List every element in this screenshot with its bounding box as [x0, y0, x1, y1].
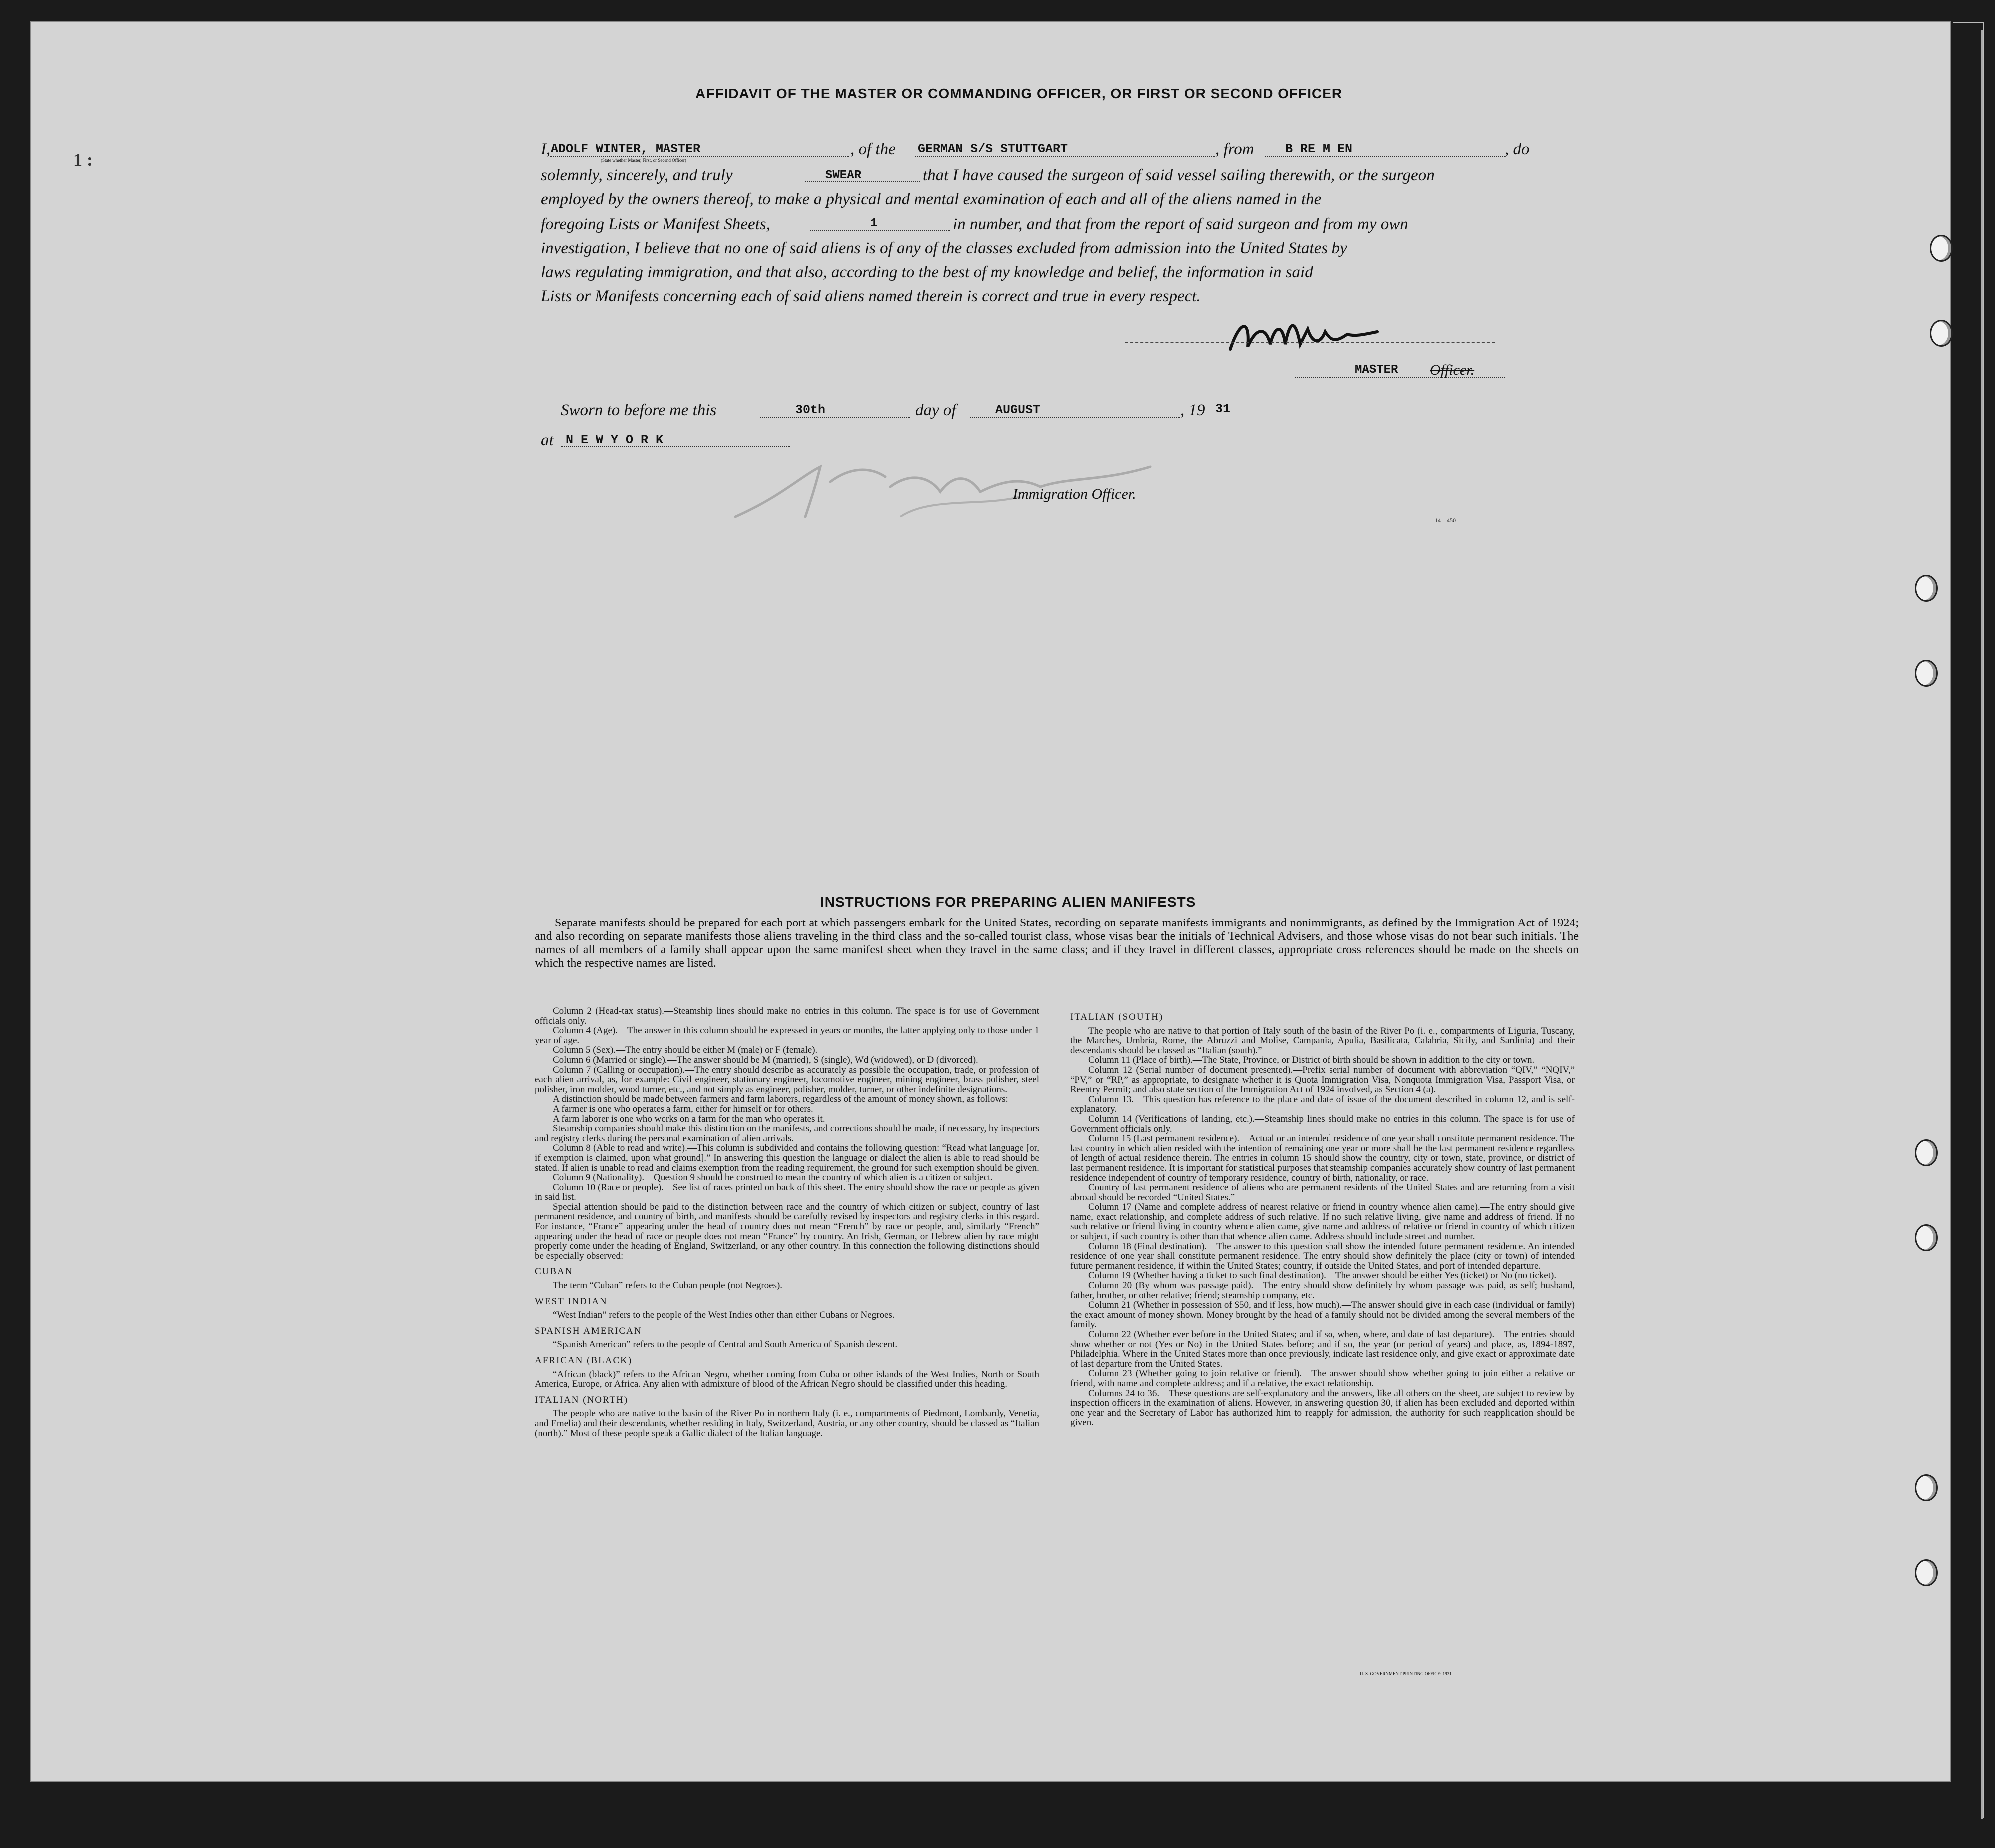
page-edge-inner	[1961, 30, 1983, 1819]
instructions-subheading: SPANISH AMERICAN	[535, 1325, 642, 1336]
instructions-paragraph: Column 10 (Race or people).—See list of races printed on back of this sheet. The entry should show the race or people as given in said list.	[535, 1182, 1039, 1203]
day-underline	[760, 417, 910, 418]
instructions-title: INSTRUCTIONS FOR PREPARING ALIEN MANIFESTS	[820, 894, 1196, 910]
master-signature-line	[1125, 342, 1495, 343]
year-prefix: , 19	[1180, 401, 1205, 419]
instructions-paragraph: Column 17 (Name and complete address of nearest relative or friend in country whence alien came).—The entry should give name, exact relationship, and complete address of such relative. If no such relative living, give name and address of friend. If no such relative or friend living in country whence alien came, give name and address of relative or friend in country of which citizen or subject, if such country is other than that whence alien came. Address should include street and number.	[1070, 1202, 1575, 1242]
binder-hole	[1915, 575, 1938, 602]
day-of-label: day of	[915, 401, 956, 419]
sworn-label: Sworn to before me this	[561, 401, 717, 419]
sheet-count-underline	[810, 230, 950, 231]
oath-underline	[805, 181, 920, 182]
from-port-field: B RE M EN	[1285, 142, 1353, 156]
affidavit-line-6: laws regulating immigration, and that also, according to the best of my knowledge and belief, the information in said	[541, 263, 1313, 281]
affidavit-line-2a: solemnly, sincerely, and truly	[541, 166, 733, 184]
instructions-paragraph: Column 7 (Calling or occupation).—The entry should describe as accurately as possible the occupation, trade, or profession of each alien arrival, as, for example: Civil engineer, stationary engineer, locomotive engineer, mining engineer, brass polisher, steel polisher, iron molder, wood turner, etc., and not simply as engineer, polisher, molder, turner, or other indefinite designations.	[535, 1064, 1039, 1095]
binder-hole	[1915, 1559, 1938, 1586]
instructions-paragraph: A farm laborer is one who works on a farm for the man who operates it.	[553, 1113, 825, 1124]
master-signature	[1220, 309, 1385, 364]
instructions-paragraph: The people who are native to the basin of the River Po in northern Italy (i. e., compartments of Piedmont, Lombardy, Venetia, and Emelia) and their descendants, whether residing in Italy, Switzerland, Austria, or any other country, should be classed as “Italian (north).” Most of these people speak a Gallic dialect of the Italian language.	[535, 1408, 1039, 1439]
binder-hole	[1915, 1474, 1938, 1501]
oath-field: SWEAR	[825, 169, 862, 182]
affidavit-line-7: Lists or Manifests concerning each of said aliens named therein is correct and true in every respect.	[541, 287, 1201, 305]
instructions-paragraph: Column 12 (Serial number of document presented).—Prefix serial number of document with abbreviation “QIV,” “NQIV,” “PV,” or “RP,” as appropriate, to designate whether it is Quota Immigration Visa, Nonquota Immigration Visa, Passport Visa, or Reentry Permit; and also state section of the Immigration Act of 1924 involved, as Section 4 (a).	[1070, 1064, 1575, 1095]
affidavit-line-5: investigation, I believe that no one of said aliens is of any of the classes excluded from admission into the United States by	[541, 239, 1347, 257]
instructions-subheading: ITALIAN (SOUTH)	[1070, 1012, 1164, 1022]
instructions-intro: Separate manifests should be prepared for each port at which passengers embark for the United States, recording on separate manifests immigrants and nonimmigrants, as defined by the Immigration Act of 1924; and also recording on separate manifests those aliens traveling in the third class and the so-called tourist class, whose visas bear the initials of Technical Advisers, and those whose visas do not bear such initials. The names of all members of a family shall appear upon the same manifest sheet when they travel in the same class; and if they travel in different classes, appropriate cross references should be made on the sheets on which the respective names are listed.	[535, 917, 1579, 970]
affidavit-line-2b: that I have caused the surgeon of said vessel sailing therewith, or the surgeon	[923, 166, 1435, 184]
form-number: 14—450	[1435, 517, 1456, 524]
master-name-field: ADOLF WINTER, MASTER	[551, 142, 701, 156]
at-place-field: N E W Y O R K	[566, 433, 664, 447]
instructions-paragraph: A distinction should be made between farmers and farm laborers, regardless of the amount of money shown, as follows:	[553, 1094, 1008, 1105]
instructions-paragraph: Column 9 (Nationality).—Question 9 should be construed to mean the country of which alien is a citizen or subject.	[553, 1172, 993, 1183]
affidavit-line-4b: in number, and that from the report of said surgeon and from my own	[953, 215, 1408, 233]
instructions-paragraph: Column 2 (Head-tax status).—Steamship lines should make no entries in this column. The space is for use of Government officials only.	[535, 1006, 1039, 1026]
officer-word: Officer.	[1430, 362, 1475, 378]
instructions-paragraph: Steamship companies should make this distinction on the manifests, and corrections should be made, if necessary, by inspectors and registry clerks during the personal examination of alien arrivals.	[535, 1123, 1039, 1144]
binder-hole	[1915, 1224, 1938, 1251]
instructions-paragraph: The term “Cuban” refers to the Cuban people (not Negroes).	[553, 1280, 783, 1291]
instructions-left-column	[535, 1006, 1039, 1438]
instructions-subheading: ITALIAN (NORTH)	[535, 1394, 629, 1405]
affidavit-line-1: I,	[541, 140, 551, 158]
immigration-officer-label: Immigration Officer.	[1013, 486, 1136, 502]
instructions-subheading: CUBAN	[535, 1266, 573, 1277]
year-suffix-field: 31	[1215, 402, 1231, 416]
vessel-field: GERMAN S/S STUTTGART	[918, 142, 1068, 156]
at-label: at	[541, 431, 554, 449]
instructions-paragraph: “Spanish American” refers to the people of Central and South America of Spanish descent.	[553, 1339, 898, 1350]
instructions-paragraph: Column 22 (Whether ever before in the United States; and if so, when, where, and date of last departure).—The entries should show whether or not (Yes or No) in the United States before; and if so, the year (or period of years) and place, as, 1894-1897, Philadelphia. Where in the United States more than once previously, indicate last residence only, and give exact or approximate date of last departure from the United States.	[1070, 1329, 1575, 1369]
sheet-count-field: 1	[870, 217, 878, 230]
instructions-paragraph: Column 21 (Whether in possession of $50, and if less, how much).—The answer should give in each case (individual or family) the exact amount of money shown. Money brought by the head of a family should not be divided among the several members of the family.	[1070, 1300, 1575, 1330]
binder-hole	[1915, 1139, 1938, 1166]
of-the-label: , of the	[850, 140, 896, 158]
manifest-sheet	[31, 22, 1950, 1781]
affidavit-line-3: employed by the owners thereof, to make a physical and mental examination of each and all of the aliens named in the	[541, 190, 1322, 208]
instructions-paragraph: Column 19 (Whether having a ticket to such final destination).—The answer should be either Yes (ticket) or No (no ticket).	[1088, 1270, 1557, 1281]
instructions-paragraph: Special attention should be paid to the distinction between race and the country of which citizen or subject, country of last permanent residence, and country of birth, and manifests should be carefully revised by inspectors and registry clerks in this regard. For instance, “France” appearing under the head of country does not mean “French” by race or people, and, similarly “French” appearing under the head of race or people does not mean “France” by country. An Irish, German, or Hebrew alien by race might properly come under the heading of England, Switzerland, or any other country. In this connection the following distinctions should be especially observed:	[535, 1201, 1039, 1261]
instructions-paragraph: The people who are native to that portion of Italy south of the basin of the River Po (i. e., compartments of Liguria, Tuscany, the Marches, Umbria, Rome, the Abruzzi and Molise, Campania, Apulia, Basilicata, Calabria, Sicily, and Sardinia) and their descendants should be classed as “Italian (south).”	[1070, 1025, 1575, 1056]
instructions-paragraph: Column 4 (Age).—The answer in this column should be expressed in years or months, the latter applying only to those under 1 year of age.	[535, 1025, 1039, 1046]
affidavit-title: AFFIDAVIT OF THE MASTER OR COMMANDING OFFICER, OR FIRST OR SECOND OFFICER	[695, 86, 1343, 101]
instructions-paragraph: Column 13.—This question has reference to the place and date of issue of the document described in column 12, and is self-explanatory.	[1070, 1094, 1575, 1115]
binder-hole	[1915, 660, 1938, 687]
instructions-right-column	[1070, 1006, 1575, 1428]
sworn-month-field: AUGUST	[995, 403, 1041, 417]
binder-hole	[1930, 320, 1953, 347]
instructions-paragraph: A farmer is one who operates a farm, either for himself or for others.	[553, 1103, 813, 1114]
instructions-paragraph: Column 14 (Verifications of landing, etc.).—Steamship lines should make no entries in this column. The space is for use of Government officials only.	[1070, 1113, 1575, 1134]
binder-hole	[1930, 235, 1953, 262]
officer-title-field: MASTER	[1355, 363, 1398, 377]
instructions-paragraph: Column 8 (Able to read and write).—This column is subdivided and contains the following question: “Read what language [or, if exemption is claimed, upon what ground].” In answering this question the language or dialect the alien is able to read should be stated. If alien is unable to read and claims exemption from the reading requirement, the ground for such exemption should be given.	[535, 1143, 1039, 1173]
instructions-paragraph: “African (black)” refers to the African Negro, whether coming from Cuba or other islands of the West Indies, North or South America, Europe, or Africa. Any alien with admixture of blood of the African Negro should be classified under this heading.	[535, 1369, 1039, 1390]
instructions-paragraph: Column 6 (Married or single).—The answer should be M (married), S (single), Wd (widowed), or D (divorced).	[553, 1054, 978, 1065]
instructions-paragraph: Column 5 (Sex).—The entry should be either M (male) or F (female).	[553, 1045, 818, 1056]
printer-imprint: U. S. GOVERNMENT PRINTING OFFICE: 1931	[1360, 1671, 1452, 1676]
instructions-paragraph: Columns 24 to 36.—These questions are self-explanatory and the answers, like all others on the sheet, are subject to review by inspection officers in the examination of aliens. However, in answering question 30, if alien has been excluded and deported within one year and the Secretary of Labor has authorized him to reapply for admission, the authority for such reapplication should be given.	[1070, 1388, 1575, 1428]
margin-mark: 1 :	[73, 150, 93, 170]
do-label: , do	[1505, 140, 1530, 158]
instructions-subheading: AFRICAN (BLACK)	[535, 1355, 633, 1366]
sworn-day-field: 30th	[795, 403, 826, 417]
instructions-subheading: WEST INDIAN	[535, 1296, 608, 1307]
instructions-paragraph: Column 15 (Last permanent residence).—Actual or an intended residence of one year shall constitute permanent residence. The last country in which alien resided with the intention of remaining one year or more shall be the last permanent residence regardless of length of actual residence therein. The entries in column 15 should show the country, city or town, state, province, or district of last permanent residence. It is important for statistical purposes that steamship companies accurately show country of last permanent residence independent of country of temporary residence, country of birth, nationality, or race.	[1070, 1133, 1575, 1183]
affidavit-line-4a: foregoing Lists or Manifest Sheets,	[541, 215, 770, 233]
instructions-paragraph: Column 18 (Final destination).—The answer to this question shall show the intended future permanent residence. An intended residence of one year shall constitute permanent residence. The entry should show definitely the place (city or town) of intended future permanent residence, if within the United States; country, if outside the United States, and port of intended departure.	[1070, 1241, 1575, 1271]
instructions-paragraph: Column 11 (Place of birth).—The State, Province, or District of birth should be shown in addition to the city or town.	[1088, 1055, 1535, 1066]
instructions-paragraph: Column 20 (By whom was passage paid).—The entry should show definitely by whom passage was paid, as self; husband, father, brother, or other relative; friend; steamship company, etc.	[1070, 1280, 1575, 1301]
state-note: (State whether Master, First, or Second Officer)	[601, 158, 686, 163]
instructions-paragraph: Column 23 (Whether going to join relative or friend).—The answer should show whether going to join either a relative or friend, with name and complete address; and if a relative, the exact relationship.	[1070, 1368, 1575, 1389]
from-label: , from	[1215, 140, 1254, 158]
instructions-paragraph: “West Indian” refers to the people of the West Indies other than either Cubans or Negroes.	[553, 1310, 895, 1321]
instructions-paragraph: Country of last permanent residence of aliens who are permanent residents of the United States and are returning from a visit abroad should be recorded “United States.”	[1070, 1182, 1575, 1203]
